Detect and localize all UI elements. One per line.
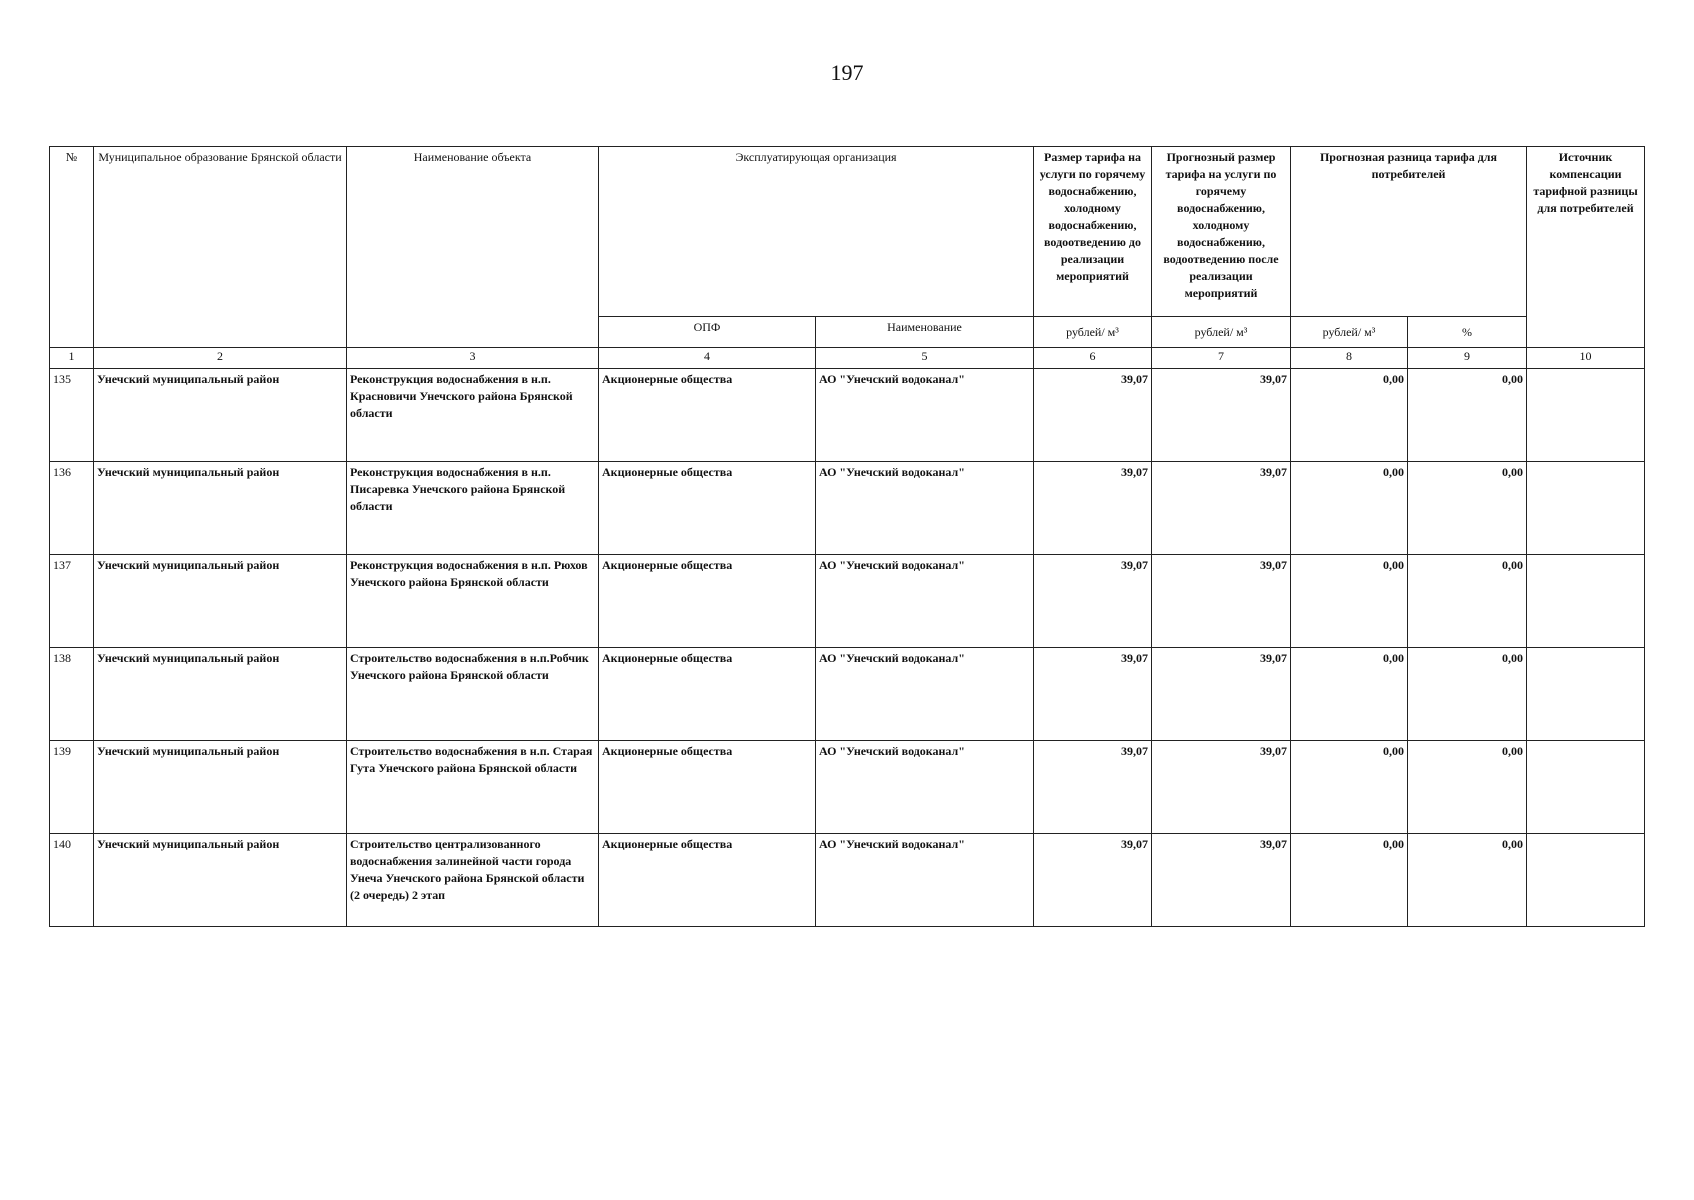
- row-diff-pct: 0,00: [1408, 369, 1527, 462]
- row-source: [1527, 648, 1645, 741]
- row-number: 140: [50, 834, 94, 927]
- row-municipality: Унечский муниципальный район: [94, 462, 347, 555]
- column-number: 4: [599, 348, 816, 369]
- row-diff-rub: 0,00: [1291, 555, 1408, 648]
- column-number: 3: [347, 348, 599, 369]
- header-municipality: Муниципальное образование Брянской области: [94, 147, 347, 348]
- row-org-name: АО "Унечский водоканал": [816, 741, 1034, 834]
- header-no: №: [50, 147, 94, 348]
- header-source: Источник компенсации тарифной разницы для потребителей: [1527, 147, 1645, 348]
- row-municipality: Унечский муниципальный район: [94, 369, 347, 462]
- row-number: 138: [50, 648, 94, 741]
- row-municipality: Унечский муниципальный район: [94, 834, 347, 927]
- row-tariff-after: 39,07: [1152, 648, 1291, 741]
- row-source: [1527, 741, 1645, 834]
- header-row-main: [50, 147, 1645, 317]
- row-diff-pct: 0,00: [1408, 648, 1527, 741]
- row-tariff-before: 39,07: [1034, 741, 1152, 834]
- header-unit-pct: %: [1408, 317, 1527, 348]
- row-opf: Акционерные общества: [599, 834, 816, 927]
- row-object: Строительство водоснабжения в н.п. Старая Гута Унечского района Брянской области: [347, 741, 599, 834]
- column-number: 10: [1527, 348, 1645, 369]
- row-tariff-after: 39,07: [1152, 834, 1291, 927]
- row-diff-pct: 0,00: [1408, 462, 1527, 555]
- header-difference: Прогнозная разница тарифа для потребителей: [1291, 147, 1527, 317]
- row-tariff-after: 39,07: [1152, 462, 1291, 555]
- row-diff-rub: 0,00: [1291, 462, 1408, 555]
- row-diff-rub: 0,00: [1291, 369, 1408, 462]
- row-tariff-after: 39,07: [1152, 741, 1291, 834]
- row-org-name: АО "Унечский водоканал": [816, 834, 1034, 927]
- row-object: Строительство централизованного водоснабжения залинейной части города Унеча Унечского района Брянской области (2 очередь) 2 этап: [347, 834, 599, 927]
- row-source: [1527, 462, 1645, 555]
- header-opf: ОПФ: [599, 317, 816, 348]
- row-number: 135: [50, 369, 94, 462]
- header-name: Наименование: [816, 317, 1034, 348]
- table-row: [50, 555, 1645, 648]
- row-org-name: АО "Унечский водоканал": [816, 369, 1034, 462]
- table-row: [50, 648, 1645, 741]
- row-diff-pct: 0,00: [1408, 834, 1527, 927]
- row-diff-rub: 0,00: [1291, 741, 1408, 834]
- header-operator: Эксплуатирующая организация: [599, 147, 1034, 317]
- row-opf: Акционерные общества: [599, 369, 816, 462]
- row-diff-rub: 0,00: [1291, 834, 1408, 927]
- row-object: Реконструкция водоснабжения в н.п. Рюхов Унечского района Брянской области: [347, 555, 599, 648]
- row-number: 136: [50, 462, 94, 555]
- row-tariff-before: 39,07: [1034, 462, 1152, 555]
- header-unit-before: рублей/ м³: [1034, 317, 1152, 348]
- column-number: 1: [50, 348, 94, 369]
- header-tariff-after: Прогнозный размер тарифа на услуги по горячему водоснабжению, холодному водоснабжению, водоотведению после реализации мероприятий: [1152, 147, 1291, 317]
- row-diff-pct: 0,00: [1408, 741, 1527, 834]
- row-org-name: АО "Унечский водоканал": [816, 648, 1034, 741]
- row-tariff-before: 39,07: [1034, 555, 1152, 648]
- row-org-name: АО "Унечский водоканал": [816, 555, 1034, 648]
- row-source: [1527, 555, 1645, 648]
- table-row: [50, 369, 1645, 462]
- row-source: [1527, 834, 1645, 927]
- table-row: [50, 741, 1645, 834]
- row-tariff-before: 39,07: [1034, 369, 1152, 462]
- column-number-row: [50, 348, 1645, 369]
- row-object: Строительство водоснабжения в н.п.Робчик Унечского района Брянской области: [347, 648, 599, 741]
- column-number: 2: [94, 348, 347, 369]
- row-opf: Акционерные общества: [599, 555, 816, 648]
- header-unit-diff: рублей/ м³: [1291, 317, 1408, 348]
- tariff-table: [49, 146, 1645, 927]
- column-number: 6: [1034, 348, 1152, 369]
- row-org-name: АО "Унечский водоканал": [816, 462, 1034, 555]
- row-diff-pct: 0,00: [1408, 555, 1527, 648]
- table-row: [50, 462, 1645, 555]
- row-number: 137: [50, 555, 94, 648]
- table-row: [50, 834, 1645, 927]
- row-opf: Акционерные общества: [599, 741, 816, 834]
- row-municipality: Унечский муниципальный район: [94, 555, 347, 648]
- column-number: 7: [1152, 348, 1291, 369]
- row-municipality: Унечский муниципальный район: [94, 741, 347, 834]
- column-number: 9: [1408, 348, 1527, 369]
- header-unit-after: рублей/ м³: [1152, 317, 1291, 348]
- row-tariff-after: 39,07: [1152, 555, 1291, 648]
- header-tariff-before: Размер тарифа на услуги по горячему водоснабжению, холодному водоснабжению, водоотведению до реализации мероприятий: [1034, 147, 1152, 317]
- row-opf: Акционерные общества: [599, 648, 816, 741]
- row-object: Реконструкция водоснабжения в н.п. Писаревка Унечского района Брянской области: [347, 462, 599, 555]
- row-tariff-after: 39,07: [1152, 369, 1291, 462]
- row-opf: Акционерные общества: [599, 462, 816, 555]
- row-number: 139: [50, 741, 94, 834]
- row-source: [1527, 369, 1645, 462]
- row-object: Реконструкция водоснабжения в н.п. Красновичи Унечского района Брянской области: [347, 369, 599, 462]
- row-diff-rub: 0,00: [1291, 648, 1408, 741]
- column-number: 5: [816, 348, 1034, 369]
- row-municipality: Унечский муниципальный район: [94, 648, 347, 741]
- page-number: 197: [830, 60, 864, 85]
- column-number: 8: [1291, 348, 1408, 369]
- row-tariff-before: 39,07: [1034, 834, 1152, 927]
- row-tariff-before: 39,07: [1034, 648, 1152, 741]
- header-object: Наименование объекта: [347, 147, 599, 348]
